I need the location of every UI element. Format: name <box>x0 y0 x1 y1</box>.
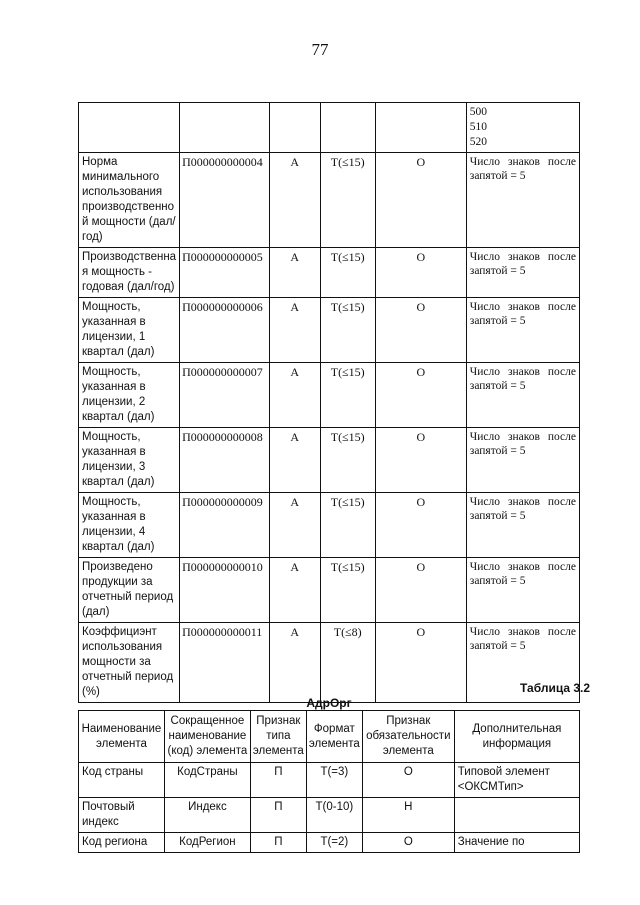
element-format: Т(≤15) <box>320 428 375 493</box>
table-caption: Таблица 3.2 <box>520 681 591 695</box>
element-name: Произведено продукции за отчетный период (дал) <box>79 558 180 623</box>
element-info: Число знаков после запятой = 5 <box>466 153 579 248</box>
info-line: 520 <box>469 136 488 148</box>
element-name: Мощность, указанная в лицензии, 2 квартал (дал) <box>79 363 180 428</box>
element-format: Т(≤15) <box>320 558 375 623</box>
element-name: Код региона <box>79 833 165 853</box>
element-info: Число знаков после запятой = 5 <box>466 298 579 363</box>
info-line: 510 <box>469 121 488 133</box>
header-cell: Признак обязательности элемента <box>362 711 454 763</box>
element-code: П000000000006 <box>180 298 270 363</box>
element-required: О <box>362 763 454 798</box>
element-required: О <box>375 558 466 623</box>
element-format: Т(≤8) <box>320 623 375 703</box>
element-required: О <box>362 833 454 853</box>
element-required: О <box>375 623 466 703</box>
element-code: П000000000008 <box>180 428 270 493</box>
table-row <box>79 833 580 853</box>
table-row <box>79 153 580 248</box>
element-required: О <box>375 298 466 363</box>
element-format: Т(≤15) <box>320 363 375 428</box>
element-required: Н <box>362 798 454 833</box>
element-type: А <box>269 363 320 428</box>
header-cell: Дополнительная информация <box>454 711 579 763</box>
element-info <box>454 798 579 833</box>
element-format: Т(0-10) <box>306 798 362 833</box>
element-name: Код страны <box>79 763 165 798</box>
table-row <box>79 363 580 428</box>
element-info: Число знаков после запятой = 5 <box>466 493 579 558</box>
element-info: Число знаков после запятой = 5 <box>466 623 579 703</box>
element-name: Мощность, указанная в лицензии, 4 квартал (дал) <box>79 493 180 558</box>
table-title: АдрОрг <box>306 696 352 710</box>
table-row <box>79 623 580 703</box>
element-info: Число знаков после запятой = 5 <box>466 428 579 493</box>
header-row <box>79 711 580 763</box>
element-code: П000000000004 <box>180 153 270 248</box>
element-format: Т(≤15) <box>320 153 375 248</box>
header-cell: Признак типа элемента <box>250 711 306 763</box>
element-code: П000000000009 <box>180 493 270 558</box>
table-row <box>79 763 580 798</box>
header-cell: Сокращенное наименование (код) элемента <box>164 711 250 763</box>
element-format: Т(≤15) <box>320 248 375 298</box>
table-row <box>79 493 580 558</box>
element-required: О <box>375 428 466 493</box>
element-info: Число знаков после запятой = 5 <box>466 558 579 623</box>
element-type: А <box>269 428 320 493</box>
element-code: П000000000011 <box>180 623 270 703</box>
header-cell: Формат элемента <box>306 711 362 763</box>
table-row <box>79 298 580 363</box>
element-code: П000000000007 <box>180 363 270 428</box>
element-info: Число знаков после запятой = 5 <box>466 363 579 428</box>
element-required: О <box>375 248 466 298</box>
element-type: П <box>250 833 306 853</box>
element-required: О <box>375 153 466 248</box>
element-type: А <box>269 558 320 623</box>
element-table-continued <box>78 102 580 703</box>
element-type: А <box>269 623 320 703</box>
element-name: Почтовый индекс <box>79 798 165 833</box>
element-name: Мощность, указанная в лицензии, 1 квартал (дал) <box>79 298 180 363</box>
element-required: О <box>375 493 466 558</box>
element-type: П <box>250 798 306 833</box>
element-format: Т(≤15) <box>320 298 375 363</box>
page-number: 77 <box>311 40 329 59</box>
element-type: П <box>250 763 306 798</box>
element-type: А <box>269 248 320 298</box>
element-format: Т(≤15) <box>320 493 375 558</box>
table-row <box>79 558 580 623</box>
element-required: О <box>375 363 466 428</box>
element-info: Значение по <box>454 833 579 853</box>
element-code: КодРегион <box>164 833 250 853</box>
table-row <box>79 248 580 298</box>
table-row <box>79 103 580 153</box>
element-info: Число знаков после запятой = 5 <box>466 248 579 298</box>
header-cell: Наименование элемента <box>79 711 165 763</box>
info-line: 500 <box>469 106 488 118</box>
element-name: Мощность, указанная в лицензии, 3 квартал (дал) <box>79 428 180 493</box>
info-cell <box>466 103 579 153</box>
element-code: КодСтраны <box>164 763 250 798</box>
element-name: Норма минимального использования производственно й мощности (дал/год) <box>79 153 180 248</box>
element-name: Коэффициэнт использования мощности за отчетный период (%) <box>79 623 180 703</box>
element-format: Т(=3) <box>306 763 362 798</box>
element-format: Т(=2) <box>306 833 362 853</box>
element-code: П000000000010 <box>180 558 270 623</box>
element-code: Индекс <box>164 798 250 833</box>
table-row <box>79 798 580 833</box>
element-name: Производственна я мощность - годовая (дал/год) <box>79 248 180 298</box>
element-type: А <box>269 298 320 363</box>
element-type: А <box>269 493 320 558</box>
element-code: П000000000005 <box>180 248 270 298</box>
table-row <box>79 428 580 493</box>
address-table <box>78 710 580 853</box>
element-info: Типовой элемент <ОКСМТип> <box>454 763 579 798</box>
element-type: А <box>269 153 320 248</box>
